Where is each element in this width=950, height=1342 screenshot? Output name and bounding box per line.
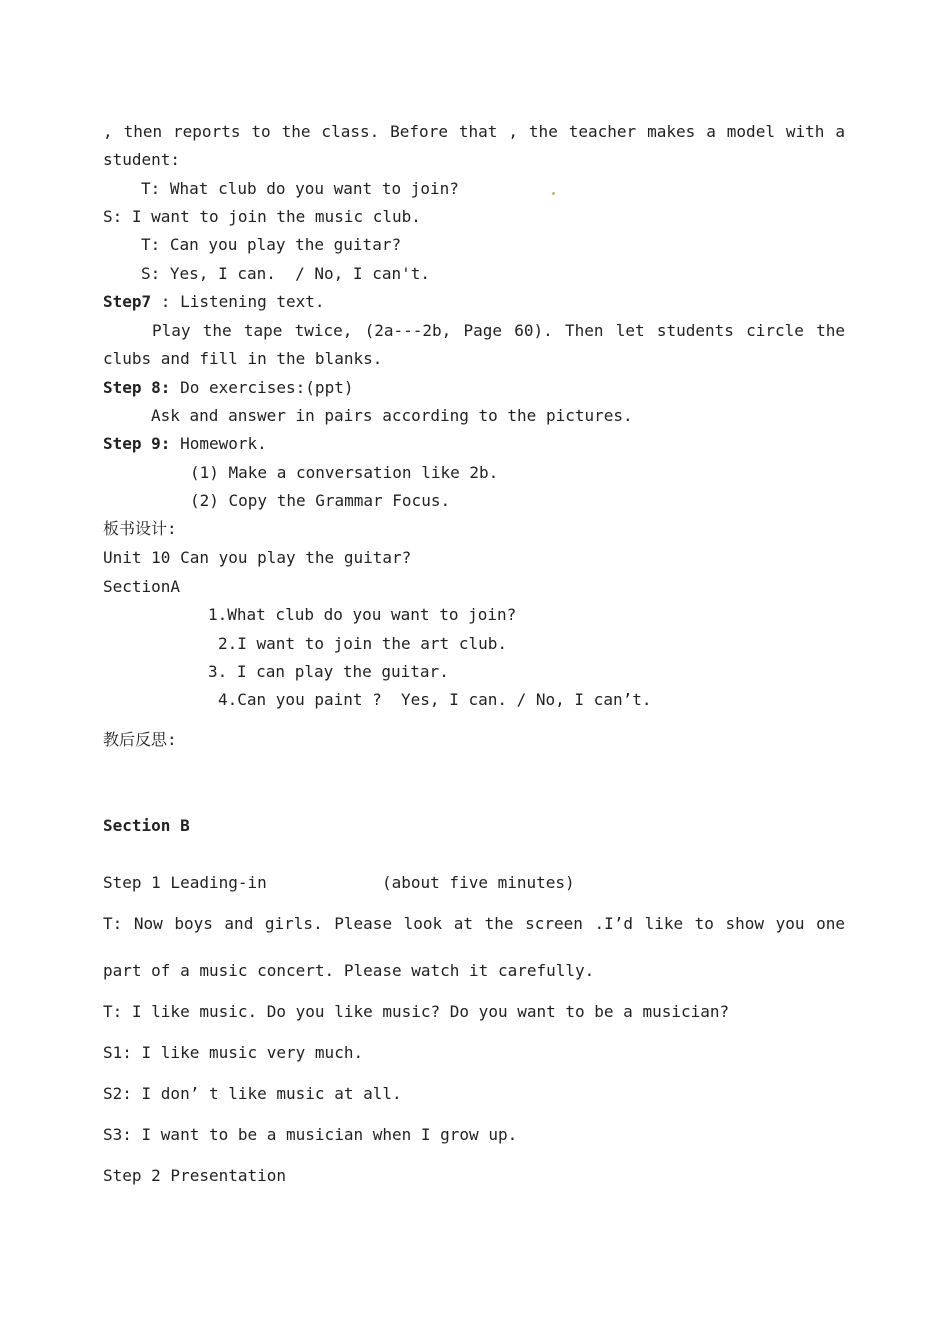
reflection-label: 教后反思:	[103, 730, 177, 749]
step-label: Step 8:	[103, 378, 171, 397]
student-line: S2: I don’ t like music at all.	[103, 1084, 402, 1103]
dialogue-line: T: What club do you want to join?	[141, 179, 459, 198]
step-8-line: Ask and answer in pairs according to the pictures.	[151, 406, 633, 425]
student-line: S1: I like music very much.	[103, 1043, 364, 1062]
student-line: S3: I want to be a musician when I grow up.	[103, 1125, 518, 1144]
homework-item: (1) Make a conversation like 2b.	[190, 463, 499, 482]
dialogue-line: T: Can you play the guitar?	[141, 235, 402, 254]
board-item: 2.I want to join the art club.	[218, 634, 507, 653]
section-b-heading: Section B	[103, 816, 190, 835]
step-text: Homework.	[170, 434, 267, 453]
step-text: : Listening text.	[151, 292, 325, 311]
intro-line: , then reports to the class. Before that , the teacher makes a model with a	[103, 122, 845, 141]
board-item: 1.What club do you want to join?	[208, 605, 517, 624]
step-label: Step 9:	[103, 434, 171, 453]
homework-item: (2) Copy the Grammar Focus.	[190, 491, 451, 510]
board-item: 3. I can play the guitar.	[208, 662, 449, 681]
section-a-label: SectionA	[103, 577, 181, 596]
step-9-heading	[103, 434, 267, 454]
teacher-line: T: I like music. Do you like music? Do you want to be a musician?	[103, 1002, 730, 1021]
dialogue-line: S: I want to join the music club.	[103, 207, 421, 226]
intro-line-cont: student:	[103, 150, 181, 169]
unit-title: Unit 10 Can you play the guitar?	[103, 548, 412, 567]
step-7-heading	[103, 292, 325, 312]
dialogue-line: S: Yes, I can. / No, I can't.	[141, 264, 430, 283]
section-b-step-1-time: (about five minutes)	[382, 873, 575, 892]
section-b-step-1: Step 1 Leading-in	[103, 873, 267, 892]
board-item: 4.Can you paint ? Yes, I can. / No, I can’t.	[218, 690, 652, 709]
step-text: Do exercises:(ppt)	[170, 378, 354, 397]
board-design-title: 板书设计:	[103, 519, 177, 538]
speck-mark	[552, 192, 555, 195]
teacher-line: T: Now boys and girls. Please look at the screen .I’d like to show you one	[103, 914, 845, 933]
step-7-line: Play the tape twice, (2a---2b, Page 60). Then let students circle the	[152, 321, 845, 340]
step-8-heading	[103, 378, 353, 398]
section-b-step-2: Step 2 Presentation	[103, 1166, 287, 1185]
step-label: Step7	[103, 292, 152, 311]
step-7-line-cont: clubs and fill in the blanks.	[103, 349, 383, 368]
teacher-line-cont: part of a music concert. Please watch it carefully.	[103, 961, 595, 980]
